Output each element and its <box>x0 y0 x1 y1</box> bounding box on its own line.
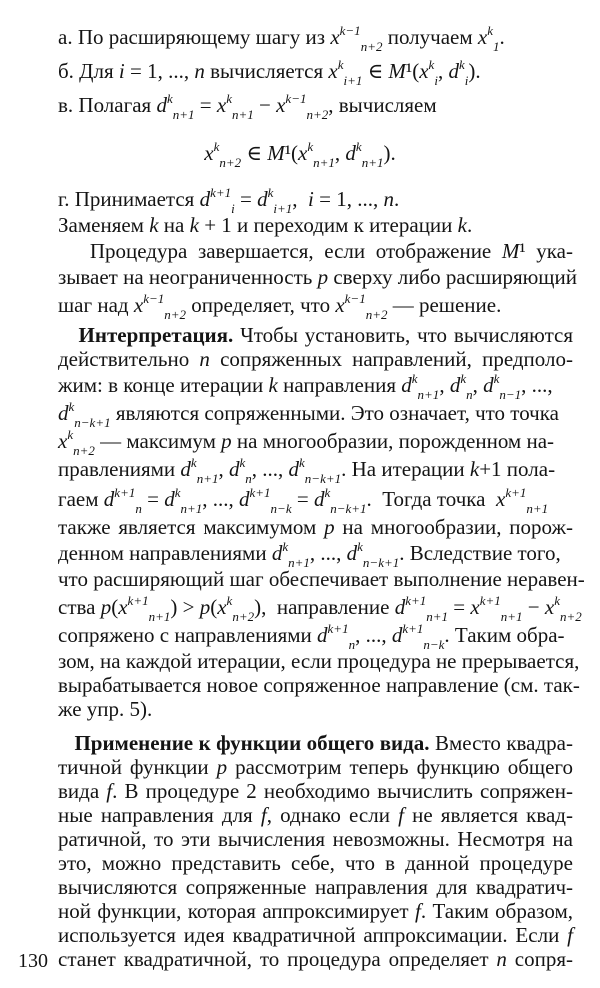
text-line: Интерпретация. Чтобы установить, что вычисляются <box>78 323 574 347</box>
text-line: вырабатывается новое сопряженное направление (см. так- <box>58 673 580 697</box>
text-line: это, можно представить себе, что в данной процедуре <box>58 851 573 875</box>
text-line: ства $p(x^{k+1}_{n+1}) > p(x^k_{n+2})$, направление $d^{k+1}_{n+1} = x^{k+1}_{n+1} - x^k_{n+2}$ <box>58 593 582 624</box>
text-line: сопряжено с направлениями $d^{k+1}_n$, ..., $d^{k+1}_{n-k}$. Таким обра- <box>58 621 565 652</box>
text-line: шаг над $x^{k-1}_{n+2}$ определяет, что $x^{k-1}_{n+2}$ — решение. <box>58 291 502 322</box>
text-line: действительно n сопряженных направлений, предполо- <box>58 347 573 371</box>
text-line: вида f. В процедуре 2 необходимо вычислить сопряжен- <box>58 779 573 803</box>
text-line: $d^k_{n-k+1}$ являются сопряженными. Это означает, что точка <box>58 399 559 430</box>
step-g-line: г. Принимается $d^{k+1}_i = d^k_{i+1}$, i = 1, ..., n. <box>58 185 400 216</box>
replace-line: Заменяем k на k + 1 и переходим к итерации k. <box>58 213 473 237</box>
text-line: правлениями $d^k_{n+1}$, $d^k_n$, ..., $d^k_{n-k+1}$. На итерации k+1 пола- <box>58 455 556 486</box>
text-line: ные направления для f, однако если f не является квад- <box>58 803 573 827</box>
text-line: $x^k_{n+2}$ — максимум p на многообразии, порожденном на- <box>58 427 555 458</box>
text-line: Процедура завершается, если отображение M¹ ука- <box>58 239 573 263</box>
section-heading-interpretation: Интерпретация. <box>78 323 234 347</box>
text-line: зом, на каждой итерации, если процедура не прерывается, <box>58 649 580 673</box>
text-line: денном направлениями $d^k_{n+1}$, ..., $d^k_{n-k+1}$. Вследствие того, <box>58 539 561 570</box>
text-line: ратичной, то эти вычисления невозможны. Несмотря на <box>58 827 573 851</box>
text-line: также является максимумом p на многообразии, порож- <box>58 515 574 539</box>
text-line: используется идея квадратичной аппроксимации. Если f <box>58 923 573 947</box>
text-line: же упр. 5). <box>58 697 153 721</box>
text-line: гаем $d^{k+1}_n = d^k_{n+1}$, ..., $d^{k+1}_{n-k} = d^k_{n-k+1}$. Тогда точка $x^{k+1}_{n+1}$ <box>58 485 549 516</box>
page-number: 130 <box>18 950 48 972</box>
text-line: что расширяющий шаг обеспечивает выполнение неравен- <box>58 567 585 591</box>
step-v-line: в. Полагая $d^k_{n+1} = x^k_{n+1} - x^{k-1}_{n+2}$, вычисляем <box>58 91 437 122</box>
text-line: тичной функции p рассмотрим теперь функцию общего <box>58 755 573 779</box>
text-line: Применение к функции общего вида. Вместо квадра- <box>74 731 573 755</box>
text-line: станет квадратичной, то процедура определяет n сопря- <box>58 947 573 971</box>
text-line: ной функции, которая аппроксимирует f. Таким образом, <box>58 899 573 923</box>
step-a-line: а. По расширяющему шагу из $x^{k-1}_{n+2}$ получаем $x^k_1$. <box>58 23 505 54</box>
text-line: вычисляются сопряженные направления для квадратич- <box>58 875 573 899</box>
text-line: зывает на неограниченность p сверху либо расширяющий <box>58 265 577 289</box>
section-heading-general: Применение к функции общего вида. <box>74 731 430 755</box>
step-b-line: б. Для i = 1, ..., n вычисляется $x^k_{i+1}$ ∈ $M^1(x^k_i$, $d^k_i$). <box>58 57 481 88</box>
text-line: жим: в конце итерации k направления $d^k_{n+1}$, $d^k_n$, $d^k_{n-1}$, ..., <box>58 371 553 402</box>
display-formula: $x^k_{n+2}$ ∈ $M^1(x^k_{n+1}$, $d^k_{n+1}$). <box>204 139 396 170</box>
